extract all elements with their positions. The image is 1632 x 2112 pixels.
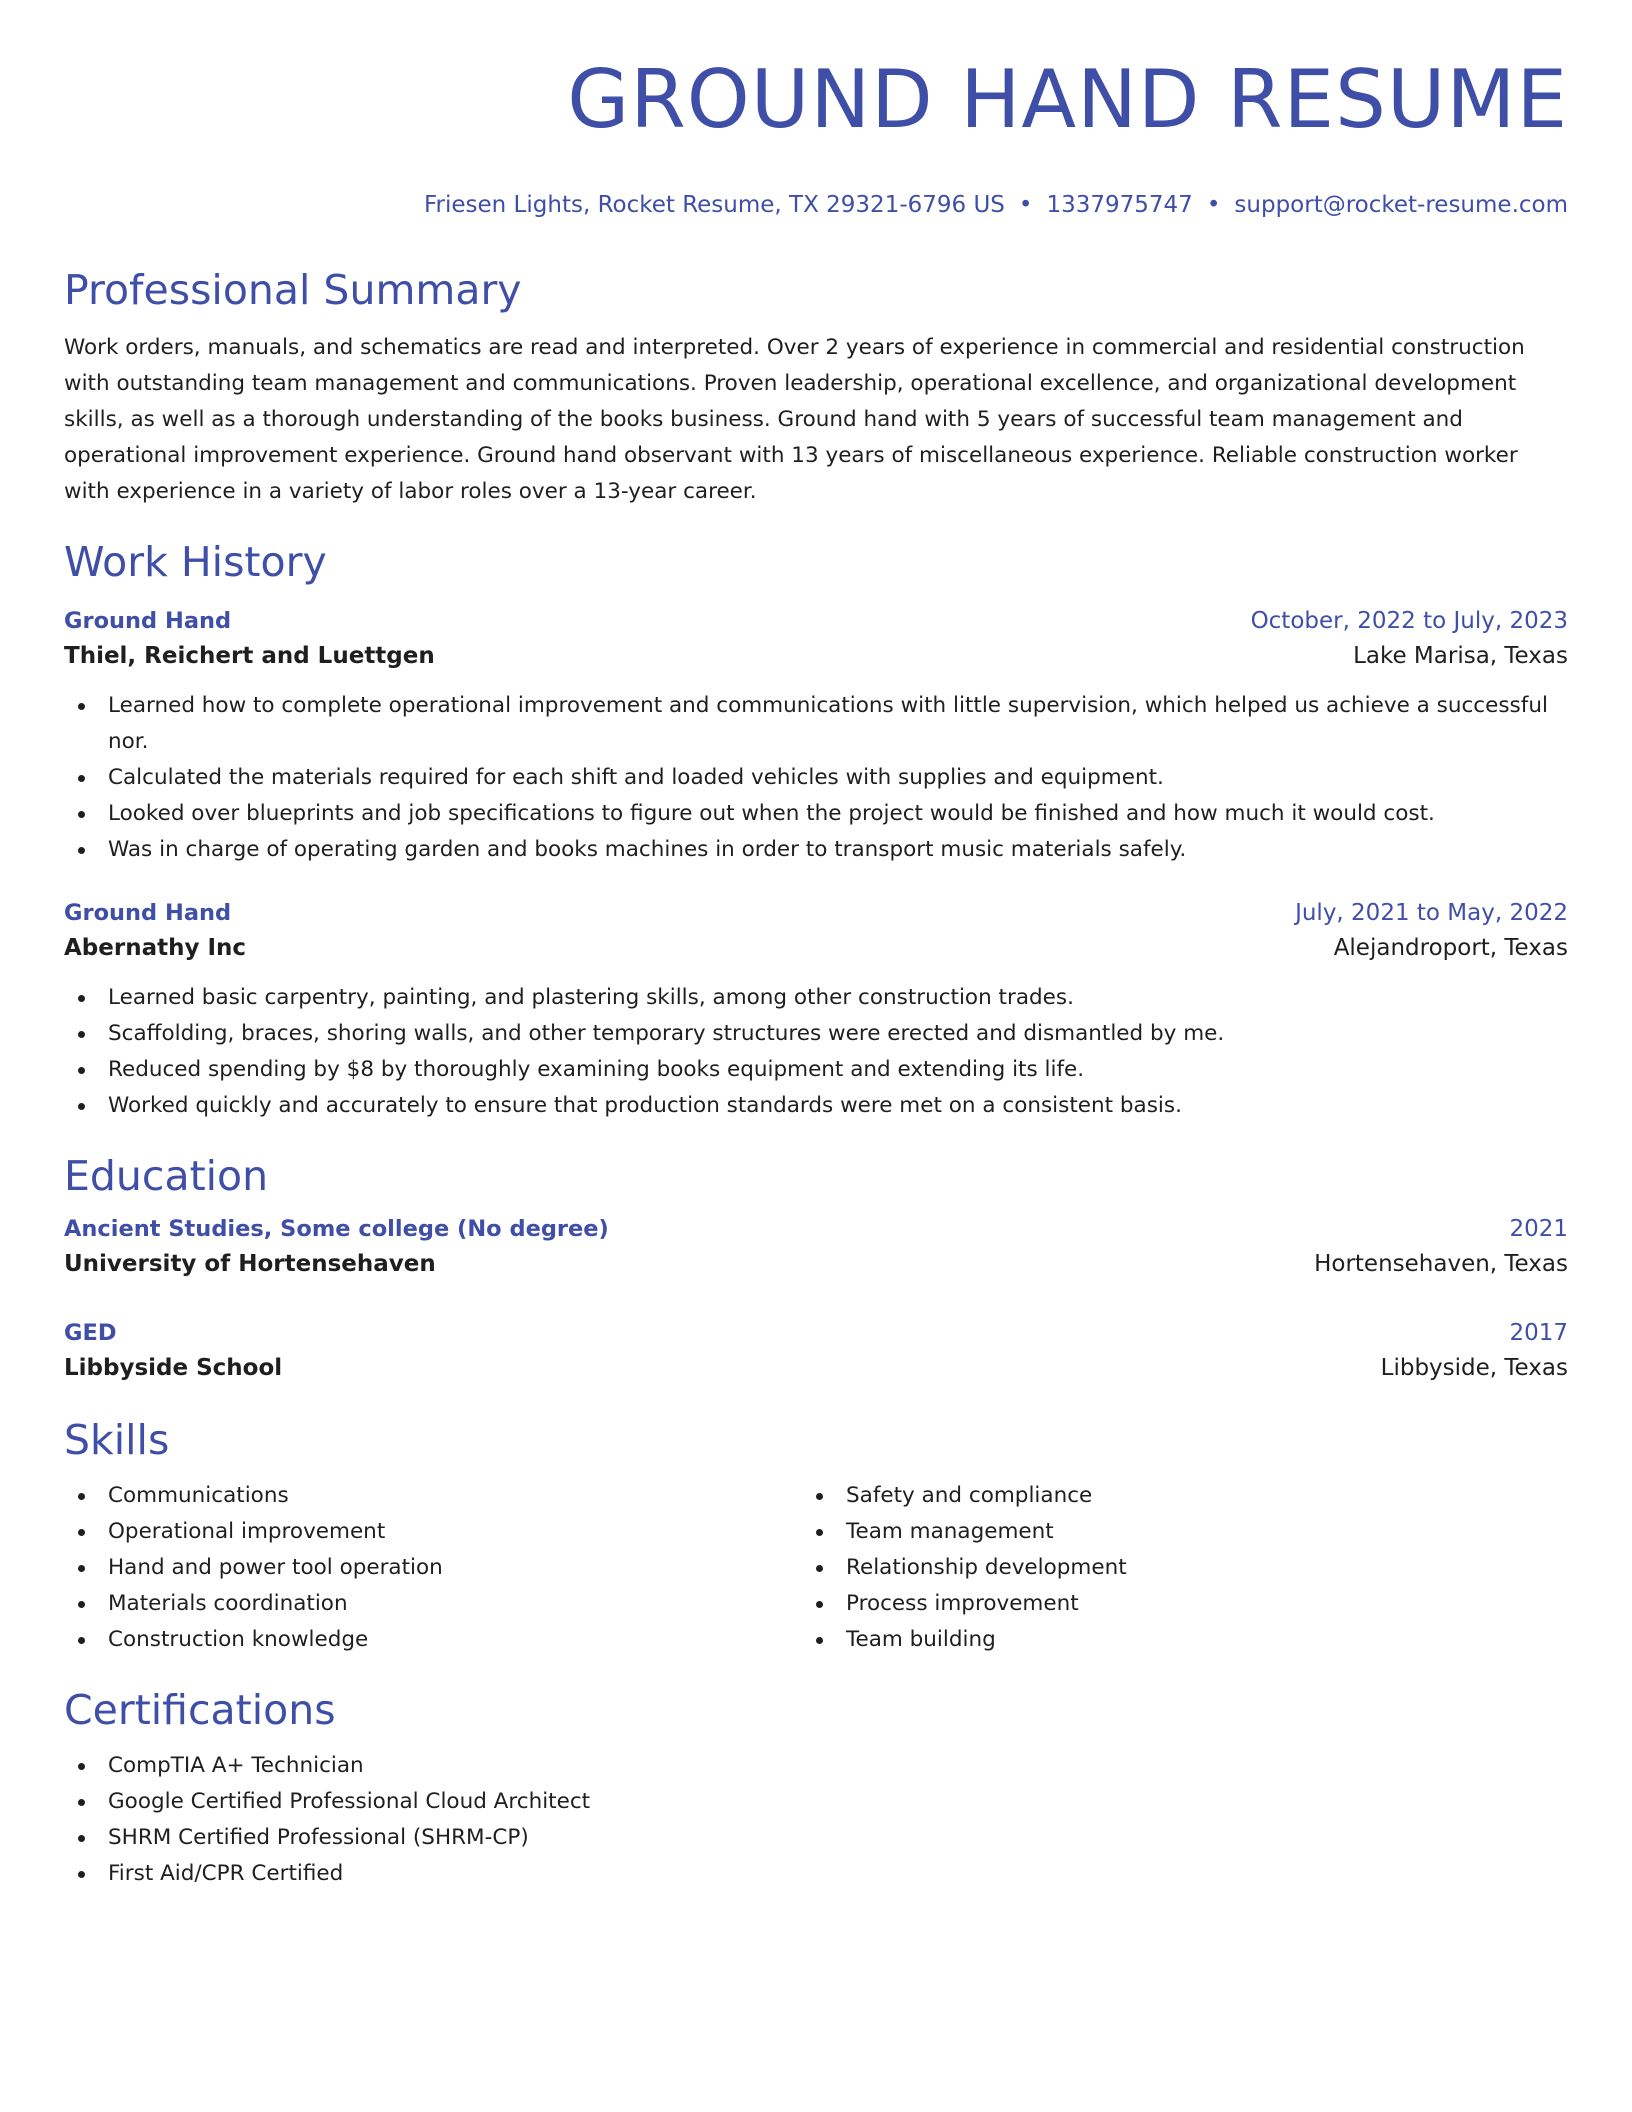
education-section	[64, 1150, 1568, 1388]
list-item: Learned how to complete operational improvement and communications with little supervision, which helped us achieve a successful nor.	[64, 688, 1568, 760]
address: Friesen Lights, Rocket Resume, TX 29321-6796 US	[423, 192, 1005, 218]
certifications-heading: Certifications	[64, 1686, 336, 1734]
skills-columns	[64, 1478, 1568, 1658]
list-item: Relationship development	[802, 1550, 1540, 1586]
list-item: Safety and compliance	[802, 1478, 1540, 1514]
page-title: GROUND HAND RESUME	[567, 53, 1568, 146]
school-location: Libbyside, Texas	[1380, 1355, 1568, 1381]
company-name: Abernathy Inc	[64, 935, 247, 961]
list-item: Google Certified Professional Cloud Architect	[64, 1784, 1568, 1820]
skills-list-right	[802, 1478, 1540, 1658]
job-entry	[64, 606, 1568, 868]
list-item: Reduced spending by $8 by thoroughly examining books equipment and extending its life.	[64, 1052, 1568, 1088]
contact-line	[64, 190, 1568, 220]
list-item: Communications	[64, 1478, 802, 1514]
graduation-year: 2017	[1509, 1320, 1568, 1346]
list-item: CompTIA A+ Technician	[64, 1748, 1568, 1784]
summary-heading: Professional Summary	[64, 266, 522, 314]
job-bullets	[64, 980, 1568, 1124]
resume-header	[64, 0, 1568, 220]
summary-text: Work orders, manuals, and schematics are read and interpreted. Over 2 years of experience in commercial and residential construction with outstanding team management and communications. Proven leadership, operational excellence, and organizational development skills, as well as a thorough understanding of the books business. Ground hand with 5 years of successful team management and operational improvement experience. Ground hand observant with 13 years of miscellaneous experience. Reliable construction worker with experience in a variety of labor roles over a 13-year career.	[64, 335, 1525, 504]
job-dates: July, 2021 to May, 2022	[1295, 900, 1568, 926]
work-history-section	[64, 536, 1568, 1124]
certifications-section	[64, 1684, 1568, 1892]
job-title: Ground Hand	[64, 900, 232, 926]
list-item: First Aid/CPR Certified	[64, 1856, 1568, 1892]
list-item: Construction knowledge	[64, 1622, 802, 1658]
degree: Ancient Studies, Some college (No degree)	[64, 1216, 609, 1242]
work-history-heading: Work History	[64, 538, 327, 586]
list-item: Calculated the materials required for each shift and loaded vehicles with supplies and equipment.	[64, 760, 1568, 796]
list-item: Looked over blueprints and job specifications to figure out when the project would be finished and how much it would cost.	[64, 796, 1568, 832]
separator: •	[1018, 192, 1033, 218]
list-item: SHRM Certified Professional (SHRM-CP)	[64, 1820, 1568, 1856]
education-heading: Education	[64, 1152, 269, 1200]
skills-section	[64, 1414, 1568, 1658]
list-item: Hand and power tool operation	[64, 1550, 802, 1586]
certifications-list	[64, 1748, 1568, 1892]
skills-heading: Skills	[64, 1416, 170, 1464]
separator: •	[1206, 192, 1221, 218]
job-location: Lake Marisa, Texas	[1353, 643, 1568, 669]
company-name: Thiel, Reichert and Luettgen	[64, 643, 435, 669]
education-entry	[64, 1318, 1568, 1388]
list-item: Learned basic carpentry, painting, and plastering skills, among other construction trades.	[64, 980, 1568, 1016]
list-item: Worked quickly and accurately to ensure that production standards were met on a consistent basis.	[64, 1088, 1568, 1124]
list-item: Team building	[802, 1622, 1540, 1658]
job-entry	[64, 898, 1568, 1124]
job-location: Alejandroport, Texas	[1333, 935, 1568, 961]
degree: GED	[64, 1320, 117, 1346]
list-item: Operational improvement	[64, 1514, 802, 1550]
list-item: Team management	[802, 1514, 1540, 1550]
list-item: Scaffolding, braces, shoring walls, and other temporary structures were erected and dismantled by me.	[64, 1016, 1568, 1052]
email: support@rocket-resume.com	[1234, 192, 1568, 218]
education-entry	[64, 1214, 1568, 1284]
graduation-year: 2021	[1509, 1216, 1568, 1242]
job-dates: October, 2022 to July, 2023	[1250, 608, 1568, 634]
job-bullets	[64, 688, 1568, 868]
skills-list-left	[64, 1478, 802, 1658]
school-name: Libbyside School	[64, 1355, 283, 1381]
job-title: Ground Hand	[64, 608, 232, 634]
list-item: Materials coordination	[64, 1586, 802, 1622]
phone: 1337975747	[1046, 192, 1193, 218]
list-item: Was in charge of operating garden and books machines in order to transport music materials safely.	[64, 832, 1568, 868]
list-item: Process improvement	[802, 1586, 1540, 1622]
school-location: Hortensehaven, Texas	[1314, 1251, 1568, 1277]
school-name: University of Hortensehaven	[64, 1251, 436, 1277]
